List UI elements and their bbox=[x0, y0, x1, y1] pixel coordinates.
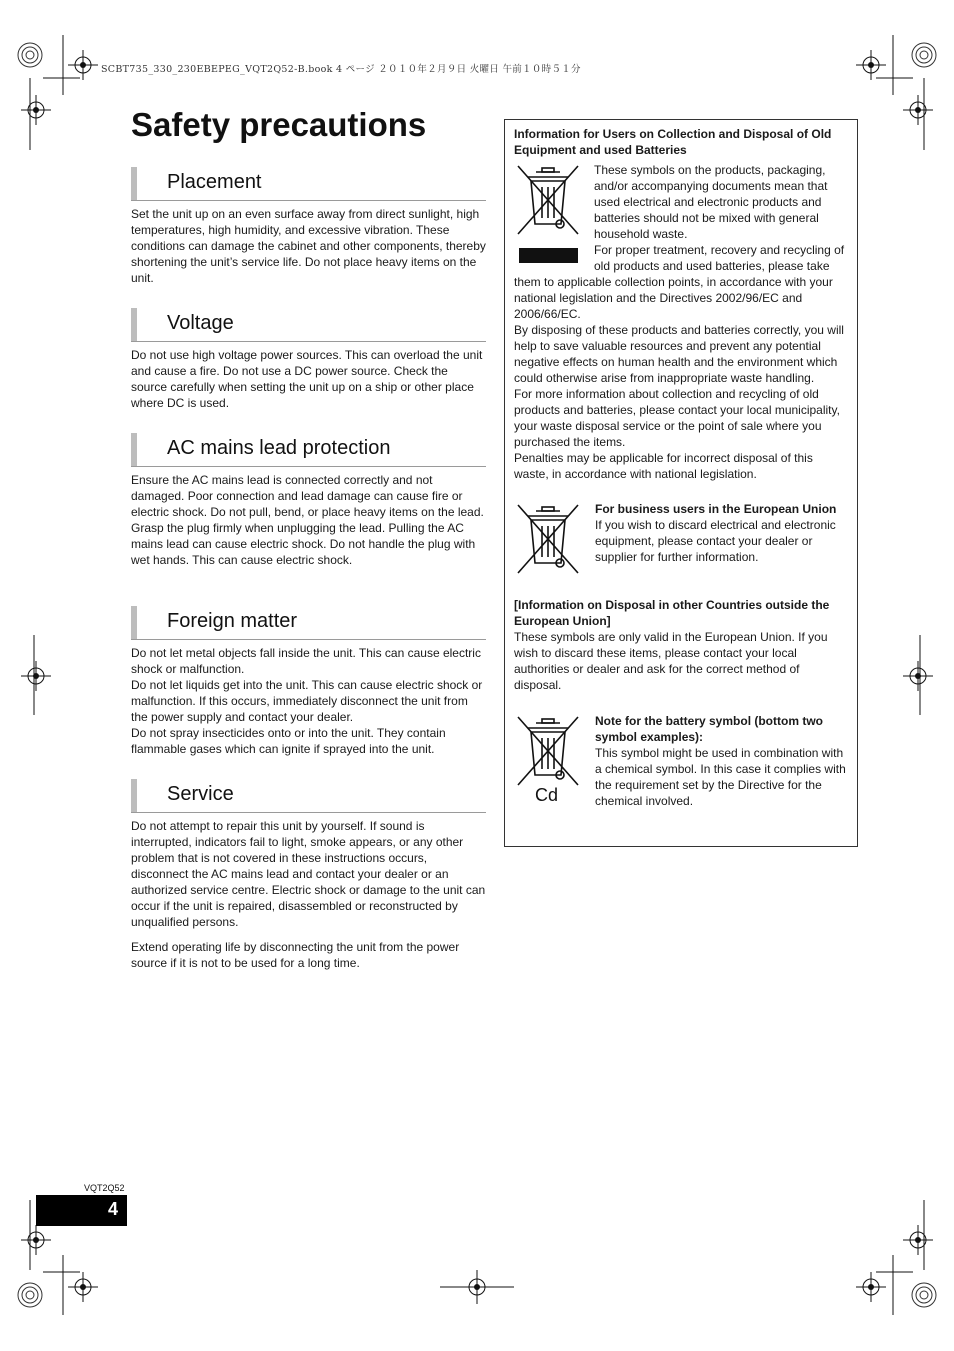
paragraph: Do not attempt to repair this unit by yourself. If sound is interrupted, indicators fail to light, smoke appears, or any other problem that is not covered in these instructions occurs, disconnect the AC mains lead and contact your dealer or an authorized service centre. Electric shock or damage to the unit can occur if the unit is repaired, disassembled or reconstructed by unqualified persons. bbox=[131, 819, 486, 929]
paragraph: For proper treatment, recovery and recycling of old products and used batteries, please take them to applicable collection points, in accordance with your national legislation and the Directives 2002/96/EC and 2006/66/EC. bbox=[514, 243, 845, 321]
heading-accent-bar bbox=[131, 779, 137, 812]
paragraph: These symbols on the products, packaging, and/or accompanying documents mean that used electrical and electronic products and batteries should not be mixed with general household waste. bbox=[594, 163, 828, 241]
battery-symbol-block bbox=[514, 713, 848, 809]
page-number: 4 bbox=[107, 1199, 118, 1219]
paragraph: Grasp the plug firmly when unplugging the lead. Pulling the AC mains lead can cause electric shock. Do not handle the plug with wet hands. This can cause electric shock. bbox=[131, 521, 476, 567]
crossed-out-wheelie-bin-icon bbox=[514, 162, 586, 238]
box-heading: Information for Users on Collection and Disposal of Old Equipment and used Batteries bbox=[514, 127, 832, 157]
section-foreign-matter bbox=[131, 606, 486, 757]
section-heading bbox=[131, 606, 486, 640]
section-heading bbox=[131, 433, 486, 467]
battery-heading: Note for the battery symbol (bottom two symbol examples): bbox=[595, 714, 823, 744]
paragraph: For more information about collection and recycling of old products and batteries, please contact your local municipality, your waste disposal service or the point of sale where you purchased the items. bbox=[514, 387, 840, 449]
business-heading: For business users in the European Union bbox=[595, 502, 837, 516]
battery-text: This symbol might be used in combination with a chemical symbol. In this case it complies with the requirement set by the Directive for the chemical involved. bbox=[595, 746, 846, 808]
section-service bbox=[131, 779, 486, 971]
paragraph: Extend operating life by disconnecting the unit from the power source if it is not to be used for a long time. bbox=[131, 940, 460, 970]
paragraph: Do not let liquids get into the unit. This can cause electric shock or malfunction. If this occurs, immediately disconnect the unit from the power supply and contact your dealer. bbox=[131, 678, 483, 724]
section-title: AC mains lead protection bbox=[167, 437, 391, 459]
section-placement bbox=[131, 167, 486, 286]
crossed-out-wheelie-bin-icon bbox=[514, 501, 586, 577]
section-heading bbox=[131, 167, 486, 201]
paragraph: Ensure the AC mains lead is connected correctly and not damaged. Poor connection and lead damage can cause fire or electric shock. Do not pull, bend, or place heavy items on the lead. bbox=[131, 473, 484, 519]
outside-eu-block bbox=[514, 597, 848, 693]
outside-eu-text: These symbols are only valid in the European Union. If you wish to discard these items, please contact your local authorities or dealer and ask for the correct method of disposal. bbox=[514, 630, 828, 692]
paragraph: Penalties may be applicable for incorrect disposal of this waste, in accordance with national legislation. bbox=[514, 451, 813, 481]
page-code: VQT2Q52 bbox=[84, 1183, 125, 1193]
page-title: Safety precautions bbox=[131, 106, 427, 143]
section-title: Foreign matter bbox=[167, 610, 298, 632]
heading-accent-bar bbox=[131, 606, 137, 639]
page-number-tab bbox=[36, 1195, 127, 1226]
heading-accent-bar bbox=[131, 308, 137, 341]
section-heading bbox=[131, 779, 486, 813]
disposal-body bbox=[514, 162, 848, 482]
section-title: Voltage bbox=[167, 312, 234, 334]
solid-bar-symbol bbox=[519, 248, 578, 263]
heading-accent-bar bbox=[131, 167, 137, 200]
paragraph: Set the unit up on an even surface away from direct sunlight, high temperatures, high humidity, and excessive vibration. These conditions can damage the cabinet and other components, thereby shortening the unit’s service life. Do not place heavy items on the unit. bbox=[131, 207, 486, 285]
crossed-out-wheelie-bin-icon bbox=[514, 713, 586, 789]
chemical-symbol-label: Cd bbox=[535, 785, 559, 805]
paragraph: By disposing of these products and batteries correctly, you will help to save valuable resources and prevent any potential negative effects on human health and the environment which could otherwise arise from inappropriate waste handling. bbox=[514, 323, 844, 385]
heading-accent-bar bbox=[131, 433, 137, 466]
section-voltage bbox=[131, 308, 486, 411]
paragraph: Do not let metal objects fall inside the unit. This can cause electric shock or malfunction. bbox=[131, 646, 481, 676]
battery-symbol bbox=[514, 713, 589, 809]
print-header: SCBT735_330_230EBEPEG_VQT2Q52-B.book 4 ページ ２０１０年２月９日 火曜日 午前１０時５１分 bbox=[101, 64, 581, 75]
paragraph: Do not use high voltage power sources. This can overload the unit and cause a fire. Do not use a DC power source. Check the source carefully when setting the unit up on a ship or other place where DC is used. bbox=[131, 348, 483, 410]
weee-symbol bbox=[514, 162, 594, 274]
outside-eu-heading: [Information on Disposal in other Countries outside the European Union] bbox=[514, 598, 830, 628]
section-ac-mains-lead bbox=[131, 433, 486, 568]
business-text: If you wish to discard electrical and electronic equipment, please contact your dealer or supplier for further information. bbox=[595, 518, 836, 564]
disposal-info-box bbox=[504, 119, 858, 847]
business-users-block bbox=[514, 501, 848, 581]
section-title: Placement bbox=[167, 171, 262, 193]
section-heading bbox=[131, 308, 486, 342]
paragraph: Do not spray insecticides onto or into the unit. They contain flammable gases which can ignite if sprayed into the unit. bbox=[131, 726, 446, 756]
section-title: Service bbox=[167, 783, 234, 805]
